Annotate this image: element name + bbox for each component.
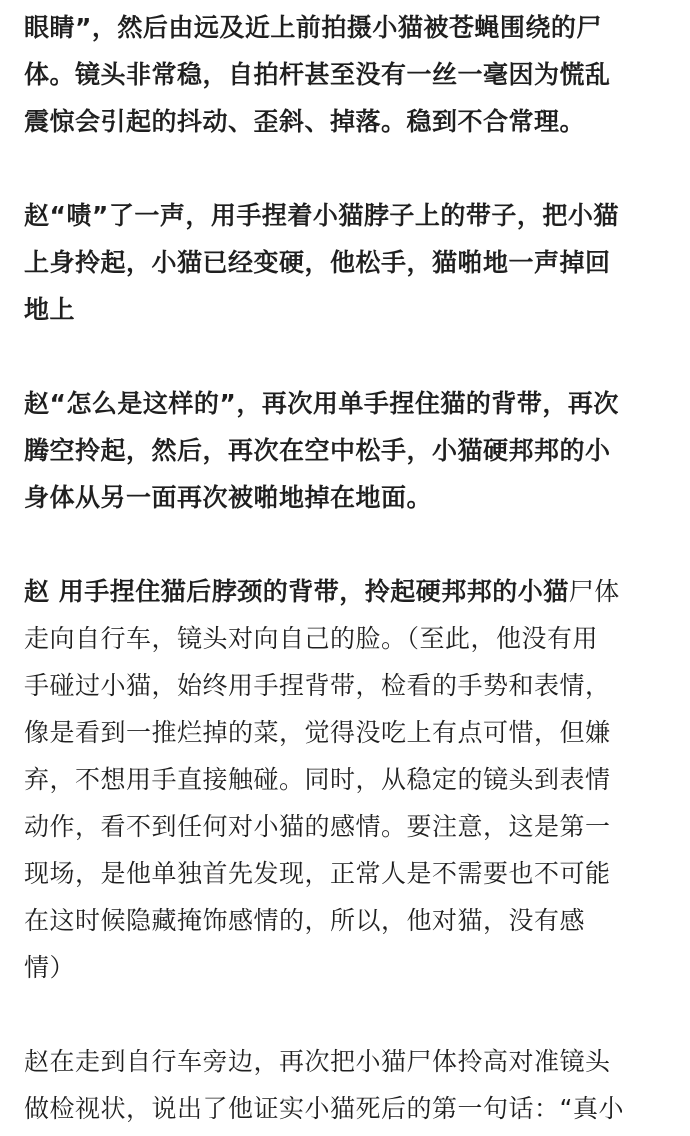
paragraph [24, 192, 676, 333]
text-segment: 体。镜头非常稳，自拍杆甚至没有一丝一毫因为慌乱 [24, 60, 611, 89]
text-segment: 情） [24, 953, 76, 982]
article-body [24, 4, 676, 1132]
text-line [24, 380, 676, 427]
text-line [24, 51, 676, 98]
paragraph-gap [24, 521, 676, 568]
text-segment: 上身拎起，小猫已经变硬，他松手，猫啪地一声掉回 [24, 248, 611, 277]
paragraph-gap [24, 991, 676, 1038]
text-line [24, 98, 676, 145]
text-segment: 赵在走到自行车旁边，再次把小猫尸体拎高对准镜头 [24, 1047, 611, 1076]
text-line [24, 427, 676, 474]
text-segment: 尸体 [568, 577, 620, 606]
text-segment: 腾空拎起，然后，再次在空中松手，小猫硬邦邦的小 [24, 436, 611, 465]
text-segment: 做检视状，说出了他证实小猫死后的第一句话：“真小 [24, 1094, 624, 1123]
text-line [24, 286, 676, 333]
text-line [24, 615, 676, 662]
text-line [24, 803, 676, 850]
text-line [24, 709, 676, 756]
text-line [24, 1038, 676, 1085]
paragraph-gap [24, 333, 676, 380]
paragraph [24, 4, 676, 145]
text-line [24, 192, 676, 239]
paragraph-gap [24, 145, 676, 192]
text-segment: 手碰过小猫，始终用手捏背带，检看的手势和表情， [24, 671, 611, 700]
paragraph [24, 380, 676, 521]
paragraph [24, 568, 676, 991]
text-segment: 赵“啧”了一声，用手捏着小猫脖子上的带子，把小猫 [24, 201, 619, 230]
text-line [24, 1085, 676, 1132]
text-line [24, 662, 676, 709]
text-segment: 赵“怎么是这样的”，再次用单手捏住猫的背带，再次 [24, 389, 619, 418]
text-segment: 地上 [24, 295, 76, 324]
text-segment: 眼睛”，然后由远及近上前拍摄小猫被苍蝇围绕的尸 [24, 13, 602, 42]
text-segment: 弃，不想用手直接触碰。同时，从稳定的镜头到表情 [24, 765, 611, 794]
text-line [24, 239, 676, 286]
text-segment: 赵 用手捏住猫后脖颈的背带，拎起硬邦邦的小猫 [24, 577, 569, 606]
text-line [24, 944, 676, 991]
text-segment: 在这时候隐藏掩饰感情的，所以，他对猫，没有感 [24, 906, 586, 935]
text-segment: 像是看到一推烂掉的菜，觉得没吃上有点可惜，但嫌 [24, 718, 611, 747]
text-line [24, 756, 676, 803]
text-line [24, 568, 676, 615]
text-line [24, 474, 676, 521]
text-line [24, 4, 676, 51]
paragraph [24, 1038, 676, 1132]
text-line [24, 850, 676, 897]
text-line [24, 897, 676, 944]
text-segment: 震惊会引起的抖动、歪斜、掉落。稳到不合常理。 [24, 107, 586, 136]
text-segment: 动作，看不到任何对小猫的感情。要注意，这是第一 [24, 812, 611, 841]
text-segment: 现场，是他单独首先发现，正常人是不需要也不可能 [24, 859, 611, 888]
text-segment: 走向自行车，镜头对向自己的脸。（至此，他没有用 [24, 624, 599, 653]
text-segment: 身体从另一面再次被啪地掉在地面。 [24, 483, 433, 512]
